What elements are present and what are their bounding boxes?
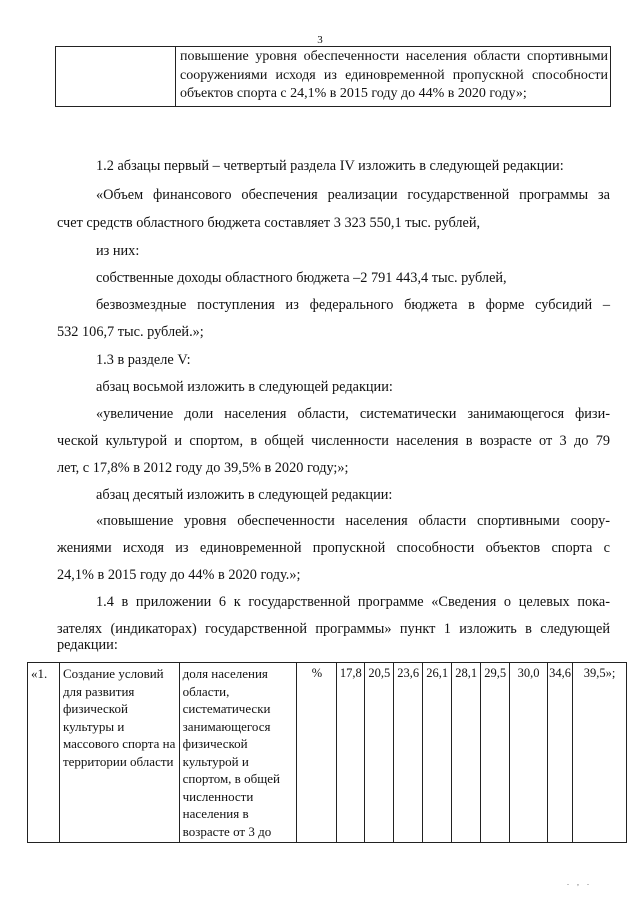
paragraph-share-line3: лет, с 17,8% в 2012 году до 39,5% в 2020 году;»;	[57, 460, 349, 476]
paragraph-1-4-line1: 1.4 в приложении 6 к государственной программе «Сведения о целевых пока-	[96, 594, 610, 610]
paragraph-federal-line1: безвозмездные поступления из федерального бюджета в форме субсидий –	[96, 297, 610, 313]
paragraph-share-line2: ческой культурой и спортом, в общей численности населения в возрасте от 3 до 79	[57, 433, 610, 449]
value-cell: 34,6	[548, 663, 573, 843]
paragraph-eighth: абзац восьмой изложить в следующей редакции:	[96, 379, 393, 395]
paragraph-1-2: 1.2 абзацы первый – четвертый раздела IV изложить в следующей редакции:	[96, 158, 564, 174]
row-number: «1.	[28, 663, 60, 843]
paragraph-capacity-line3: 24,1% в 2015 году до 44% в 2020 году.»;	[57, 567, 301, 583]
value-cell: 17,8	[337, 663, 365, 843]
paragraph-own-revenue: собственные доходы областного бюджета –2 791 443,4 тыс. рублей,	[96, 270, 507, 286]
paragraph-1-4-line3: редакции:	[57, 637, 118, 653]
corner-marks: . , .	[567, 878, 592, 887]
indicator-table	[27, 662, 627, 843]
value-cell: 23,6	[394, 663, 423, 843]
value-cell: 29,5	[481, 663, 510, 843]
paragraph-capacity-line2: жениями исходя из единовременной пропускной способности объектов спорта с	[57, 540, 610, 556]
value-cell: 28,1	[452, 663, 481, 843]
value-cell: 30,0	[510, 663, 548, 843]
continuation-cell: повышение уровня обеспеченности населения области спортивными сооружениями исходя из единовременной пропускной способности объектов спорта с 24,1% в 2015 году до 44% в 2020 году»;	[176, 47, 611, 107]
paragraph-of-them: из них:	[96, 243, 140, 259]
paragraph-capacity-line1: «повышение уровня обеспеченности населения области спортивными соору-	[96, 513, 610, 529]
value-cell: 20,5	[365, 663, 394, 843]
unit-cell: %	[297, 663, 337, 843]
value-cell: 39,5»;	[573, 663, 627, 843]
paragraph-funding-line2: счет средств областного бюджета составляет 3 323 550,1 тыс. рублей,	[57, 215, 481, 231]
indicator-cell: доля населения области, систематически занимающегося физической культурой и спортом, в общей численности населения в возрасте от 3 до	[179, 663, 297, 843]
continuation-table	[55, 46, 611, 107]
value-cell: 26,1	[423, 663, 452, 843]
paragraph-1-3: 1.3 в разделе V:	[96, 352, 191, 368]
empty-cell	[56, 47, 176, 107]
page-number: 3	[317, 34, 323, 46]
paragraph-1-4-line2: зателях (индикаторах) государственной программы» пункт 1 изложить в следующей	[57, 621, 610, 637]
task-cell: Создание условий для развития физической культуры и массового спорта на территории области	[59, 663, 179, 843]
indicator-row	[28, 663, 627, 843]
paragraph-federal-line2: 532 106,7 тыс. рублей.»;	[57, 324, 204, 340]
paragraph-tenth: абзац десятый изложить в следующей редакции:	[96, 487, 393, 503]
paragraph-share-line1: «увеличение доли населения области, систематически занимающегося физи-	[96, 406, 610, 422]
paragraph-funding-line1: «Объем финансового обеспечения реализации государственной программы за	[96, 187, 610, 203]
